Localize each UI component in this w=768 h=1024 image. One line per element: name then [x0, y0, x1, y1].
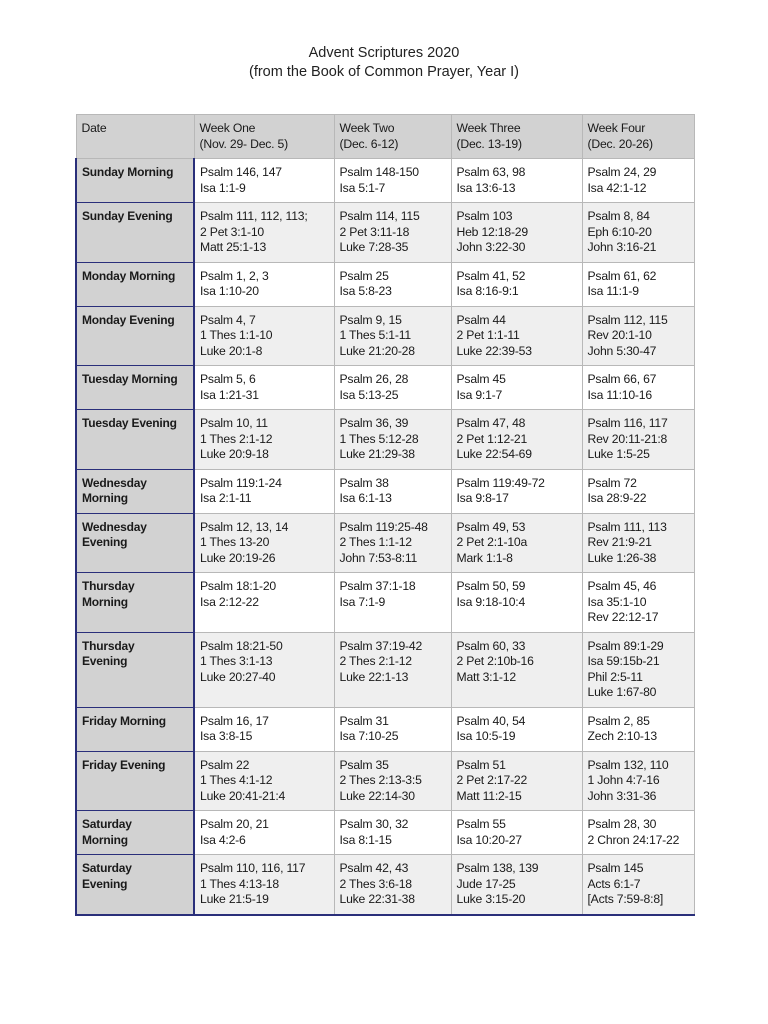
reading-cell [334, 707, 451, 751]
week-name: Week One [199, 121, 256, 135]
reading-line: Psalm 5, 6 [200, 372, 256, 386]
reading-line: Zech 2:10-13 [587, 729, 657, 743]
reading-cell [451, 469, 582, 513]
reading-line: Psalm 119:25-48 [339, 519, 428, 534]
reading-line: Psalm 44 [456, 312, 506, 327]
reading-line: Luke 21:20-28 [339, 343, 415, 358]
reading-line: Psalm 119:1-24 [200, 475, 282, 490]
reading-line: Luke 22:31-38 [339, 892, 415, 906]
reading-line: Psalm 22 [200, 757, 250, 772]
day-label: Wednesday [82, 475, 147, 490]
reading-line: Luke 7:28-35 [339, 240, 409, 254]
reading-cell [451, 262, 582, 306]
reading-line: Psalm 20, 21 [200, 817, 269, 831]
reading-cell [582, 632, 694, 707]
reading-line: 1 Thes 5:12-28 [339, 431, 419, 446]
header-week-three [451, 115, 582, 159]
table-row [76, 306, 694, 366]
reading-cell [582, 751, 694, 811]
day-cell [76, 855, 194, 915]
reading-line: 2 Thes 2:1-12 [339, 654, 412, 668]
reading-line: Eph 6:10-20 [587, 224, 652, 239]
reading-line: Psalm 45 [456, 372, 506, 386]
reading-cell [194, 513, 334, 573]
reading-line: Psalm 1, 2, 3 [200, 268, 269, 283]
reading-line: Luke 1:5-25 [587, 447, 650, 461]
reading-line: Psalm 10, 11 [200, 416, 268, 430]
reading-line: 2 Pet 3:1-10 [200, 224, 265, 239]
reading-line: Luke 21:5-19 [200, 892, 269, 906]
reading-line: Luke 20:9-18 [200, 447, 269, 461]
reading-line: Luke 21:29-38 [339, 447, 415, 461]
reading-line: Luke 20:41-21:4 [200, 788, 286, 803]
reading-line: Rev 21:9-21 [587, 535, 652, 549]
reading-line: Phil 2:5-11 [587, 669, 643, 684]
reading-line: 1 Thes 13-20 [200, 535, 270, 549]
reading-line: Psalm 41, 52 [456, 268, 526, 283]
reading-line: Matt 25:1-13 [200, 240, 267, 254]
reading-line: Luke 20:19-26 [200, 550, 276, 565]
reading-line: Psalm 132, 110 [587, 757, 669, 772]
table-body [76, 159, 694, 915]
table-row [76, 469, 694, 513]
reading-cell [582, 573, 694, 633]
reading-line: Isa 1:1-9 [200, 180, 246, 195]
week-range: (Dec. 13-19) [456, 136, 522, 151]
day-cell [76, 366, 194, 410]
reading-line: Psalm 112, 115 [587, 312, 668, 327]
reading-line: Isa 59:15b-21 [587, 654, 660, 668]
reading-line: Isa 5:13-25 [339, 387, 399, 402]
reading-line: Psalm 37:1-18 [339, 579, 416, 593]
reading-line: 1 Thes 5:1-11 [339, 328, 411, 342]
reading-cell [334, 751, 451, 811]
day-label: Morning [82, 491, 128, 505]
reading-line: Psalm 8, 84 [587, 209, 650, 223]
reading-cell [334, 855, 451, 915]
reading-line: 2 Pet 1:1-11 [456, 328, 520, 342]
reading-line: 1 Thes 3:1-13 [200, 654, 273, 668]
reading-cell [582, 855, 694, 915]
reading-line: Psalm 61, 62 [587, 268, 657, 283]
day-label: Monday Morning [82, 268, 176, 283]
table-row [76, 751, 694, 811]
day-label: Morning [82, 832, 128, 847]
reading-line: Luke 22:39-53 [456, 343, 532, 358]
reading-cell [194, 366, 334, 410]
header-date-label: Date [81, 121, 107, 135]
day-cell [76, 513, 194, 573]
reading-line: Psalm 40, 54 [456, 713, 526, 728]
day-cell [76, 707, 194, 751]
reading-line: Luke 1:26-38 [587, 550, 657, 565]
reading-line: Isa 7:1-9 [339, 594, 386, 609]
reading-line: Psalm 35 [339, 757, 389, 772]
reading-line: 2 Pet 2:17-22 [456, 773, 528, 787]
header-date [76, 115, 194, 159]
reading-line: Psalm 110, 116, 117 [200, 861, 306, 875]
reading-cell [451, 203, 582, 263]
reading-line: 2 Thes 2:13-3:5 [339, 773, 422, 787]
day-label: Friday Morning [82, 713, 166, 728]
reading-line: Isa 6:1-13 [339, 491, 392, 505]
day-label: Wednesday [82, 519, 147, 534]
day-cell [76, 573, 194, 633]
reading-line: John 3:22-30 [456, 240, 526, 254]
reading-line: Isa 8:16-9:1 [456, 284, 519, 298]
reading-line: 1 John 4:7-16 [587, 773, 660, 787]
reading-line: Psalm 60, 33 [456, 638, 526, 653]
reading-line: Isa 42:1-12 [587, 180, 647, 195]
reading-cell [582, 366, 694, 410]
reading-cell [194, 203, 334, 263]
reading-line: Luke 22:54-69 [456, 447, 532, 461]
reading-cell [194, 573, 334, 633]
reading-line: Psalm 45, 46 [587, 579, 657, 593]
reading-line: Luke 20:27-40 [200, 669, 276, 684]
day-label: Morning [82, 594, 128, 609]
day-cell [76, 632, 194, 707]
reading-line: Isa 10:5-19 [456, 729, 516, 743]
reading-cell [582, 513, 694, 573]
reading-cell [194, 751, 334, 811]
reading-line: Psalm 47, 48 [456, 416, 526, 430]
reading-cell [451, 159, 582, 203]
reading-cell [194, 262, 334, 306]
reading-cell [334, 410, 451, 470]
reading-line: Psalm 36, 39 [339, 416, 409, 430]
reading-line: Isa 11:1-9 [587, 284, 639, 298]
document-subtitle: (from the Book of Common Prayer, Year I) [249, 64, 519, 80]
reading-line: Psalm 31 [339, 713, 389, 728]
header-week-one [194, 115, 334, 159]
reading-line: Psalm 145 [587, 861, 644, 875]
document-title-block [0, 44, 768, 82]
reading-cell [582, 203, 694, 263]
reading-line: Psalm 111, 113 [587, 519, 667, 534]
reading-line: Isa 5:1-7 [339, 180, 386, 195]
table-row [76, 632, 694, 707]
reading-line: Psalm 18:21-50 [200, 638, 283, 653]
day-label: Tuesday Evening [82, 416, 177, 430]
reading-line: Isa 4:2-6 [200, 832, 246, 847]
reading-cell [334, 366, 451, 410]
reading-cell [451, 751, 582, 811]
reading-line: Rev 20:11-21:8 [587, 431, 668, 446]
reading-line: Psalm 146, 147 [200, 165, 282, 179]
reading-line: Psalm 119:49-72 [456, 475, 545, 490]
reading-line: Isa 5:8-23 [339, 284, 392, 298]
reading-line: Jude 17-25 [456, 876, 516, 891]
day-cell [76, 159, 194, 203]
reading-line: Isa 2:1-11 [200, 491, 252, 505]
reading-line: John 3:31-36 [587, 788, 657, 803]
reading-line: [Acts 7:59-8:8] [587, 892, 664, 906]
day-label: Sunday Evening [82, 209, 173, 223]
header-row [76, 115, 694, 159]
reading-line: Psalm 50, 59 [456, 579, 526, 593]
reading-line: Psalm 55 [456, 817, 506, 831]
reading-line: John 7:53-8:11 [339, 550, 418, 565]
reading-line: John 3:16-21 [587, 240, 657, 254]
reading-line: Psalm 16, 17 [200, 713, 269, 728]
reading-line: Isa 8:1-15 [339, 832, 392, 847]
reading-line: Isa 13:6-13 [456, 180, 516, 195]
reading-line: Psalm 28, 30 [587, 817, 657, 831]
reading-line: 1 Thes 2:1-12 [200, 431, 273, 446]
reading-line: Isa 1:21-31 [200, 387, 259, 402]
reading-cell [334, 262, 451, 306]
reading-cell [194, 811, 334, 855]
reading-line: Luke 3:15-20 [456, 892, 526, 906]
day-label: Evening [82, 876, 128, 891]
week-range: (Dec. 6-12) [339, 136, 399, 151]
reading-line: Psalm 72 [587, 475, 637, 490]
reading-cell [194, 469, 334, 513]
reading-line: Psalm 38 [339, 475, 389, 490]
table-row [76, 513, 694, 573]
table-row [76, 410, 694, 470]
reading-line: Psalm 25 [339, 268, 389, 283]
reading-line: Luke 1:67-80 [587, 685, 657, 699]
reading-line: Matt 3:1-12 [456, 669, 516, 684]
reading-line: Psalm 66, 67 [587, 372, 657, 386]
day-label: Evening [82, 535, 128, 549]
reading-cell [451, 632, 582, 707]
reading-cell [194, 707, 334, 751]
reading-line: Psalm 24, 29 [587, 165, 657, 179]
table-row [76, 159, 694, 203]
reading-line: 1 Thes 4:1-12 [200, 773, 273, 787]
reading-line: Psalm 89:1-29 [587, 638, 664, 653]
reading-cell [582, 306, 694, 366]
reading-cell [334, 632, 451, 707]
reading-line: Psalm 26, 28 [339, 372, 409, 386]
day-label: Thursday [82, 579, 135, 593]
day-label: Saturday [82, 861, 132, 875]
reading-line: Isa 35:1-10 [587, 594, 647, 609]
reading-line: Psalm 51 [456, 757, 506, 772]
day-cell [76, 262, 194, 306]
day-cell [76, 469, 194, 513]
table-header [76, 115, 694, 159]
reading-line: Isa 11:10-16 [587, 387, 652, 402]
reading-line: Psalm 9, 15 [339, 312, 402, 327]
day-label: Friday Evening [82, 757, 166, 772]
reading-cell [582, 410, 694, 470]
table-row [76, 707, 694, 751]
reading-line: Psalm 138, 139 [456, 861, 539, 875]
reading-line: Rev 20:1-10 [587, 328, 652, 342]
day-label: Tuesday Morning [82, 372, 178, 386]
reading-line: Heb 12:18-29 [456, 224, 528, 239]
header-week-two [334, 115, 451, 159]
reading-line: 2 Pet 3:11-18 [339, 224, 410, 239]
reading-line: Psalm 103 [456, 209, 513, 223]
reading-cell [194, 632, 334, 707]
table-row [76, 203, 694, 263]
day-cell [76, 306, 194, 366]
reading-line: Isa 7:10-25 [339, 729, 399, 743]
reading-line: Isa 3:8-15 [200, 729, 253, 743]
reading-line: Psalm 148-150 [339, 165, 419, 179]
reading-cell [451, 410, 582, 470]
week-name: Week Two [339, 121, 395, 135]
reading-line: Acts 6:1-7 [587, 876, 641, 891]
day-cell [76, 811, 194, 855]
reading-cell [582, 262, 694, 306]
reading-line: Psalm 63, 98 [456, 165, 526, 179]
reading-line: Psalm 111, 112, 113; [200, 209, 308, 223]
reading-line: 2 Pet 2:10b-16 [456, 654, 534, 668]
week-range: (Nov. 29- Dec. 5) [199, 136, 288, 151]
reading-line: Psalm 4, 7 [200, 312, 256, 327]
day-label: Thursday [82, 638, 135, 653]
reading-line: John 5:30-47 [587, 343, 657, 358]
reading-line: Psalm 49, 53 [456, 519, 526, 534]
reading-cell [582, 469, 694, 513]
table-row [76, 262, 694, 306]
reading-line: Isa 1:10-20 [200, 284, 259, 298]
reading-line: Isa 2:12-22 [200, 594, 259, 609]
reading-cell [451, 855, 582, 915]
table-row [76, 855, 694, 915]
reading-cell [451, 306, 582, 366]
day-cell [76, 751, 194, 811]
reading-line: Psalm 12, 13, 14 [200, 519, 289, 534]
reading-line: Isa 9:8-17 [456, 491, 509, 505]
reading-cell [194, 159, 334, 203]
day-label: Evening [82, 654, 128, 668]
reading-line: Isa 9:1-7 [456, 387, 503, 402]
reading-cell [194, 410, 334, 470]
reading-cell [334, 573, 451, 633]
reading-cell [334, 469, 451, 513]
reading-line: 1 Thes 1:1-10 [200, 328, 273, 342]
reading-line: Psalm 2, 85 [587, 713, 650, 728]
reading-line: 2 Thes 1:1-12 [339, 535, 412, 549]
reading-cell [451, 811, 582, 855]
reading-line: Psalm 30, 32 [339, 817, 409, 831]
table-row [76, 366, 694, 410]
reading-line: 1 Thes 4:13-18 [200, 876, 279, 891]
reading-line: Psalm 18:1-20 [200, 579, 276, 593]
document-title: Advent Scriptures 2020 [308, 45, 460, 61]
day-label: Saturday [82, 817, 132, 831]
reading-line: 2 Pet 2:1-10a [456, 535, 528, 549]
reading-cell [334, 811, 451, 855]
reading-line: Isa 9:18-10:4 [456, 594, 526, 609]
day-cell [76, 410, 194, 470]
reading-line: 2 Chron 24:17-22 [587, 832, 680, 847]
reading-cell [194, 855, 334, 915]
reading-line: Matt 11:2-15 [456, 788, 522, 803]
week-name: Week Four [587, 121, 646, 135]
reading-cell [334, 159, 451, 203]
table-row [76, 811, 694, 855]
reading-line: Psalm 114, 115 [339, 209, 420, 223]
reading-cell [451, 707, 582, 751]
day-label: Sunday Morning [82, 165, 174, 179]
day-cell [76, 203, 194, 263]
reading-line: Rev 22:12-17 [587, 610, 659, 624]
reading-line: 2 Thes 3:6-18 [339, 876, 412, 891]
week-name: Week Three [456, 121, 521, 135]
reading-line: 2 Pet 1:12-21 [456, 431, 528, 446]
day-label: Monday Evening [82, 312, 175, 327]
reading-cell [582, 811, 694, 855]
reading-cell [334, 306, 451, 366]
reading-line: Luke 22:1-13 [339, 669, 409, 684]
reading-line: Mark 1:1-8 [456, 550, 513, 565]
reading-line: Isa 28:9-22 [587, 491, 647, 505]
header-week-four [582, 115, 694, 159]
reading-line: Psalm 42, 43 [339, 861, 409, 875]
reading-cell [334, 203, 451, 263]
week-range: (Dec. 20-26) [587, 136, 653, 151]
reading-cell [334, 513, 451, 573]
reading-cell [451, 366, 582, 410]
reading-line: Luke 22:14-30 [339, 788, 415, 803]
reading-cell [451, 513, 582, 573]
reading-line: Isa 10:20-27 [456, 832, 522, 847]
reading-cell [451, 573, 582, 633]
table-row [76, 573, 694, 633]
reading-line: Psalm 37:19-42 [339, 638, 423, 653]
reading-cell [582, 707, 694, 751]
reading-line: Luke 20:1-8 [200, 343, 263, 358]
reading-line: Psalm 116, 117 [587, 416, 668, 430]
scripture-table [75, 114, 695, 916]
reading-cell [194, 306, 334, 366]
reading-cell [582, 159, 694, 203]
